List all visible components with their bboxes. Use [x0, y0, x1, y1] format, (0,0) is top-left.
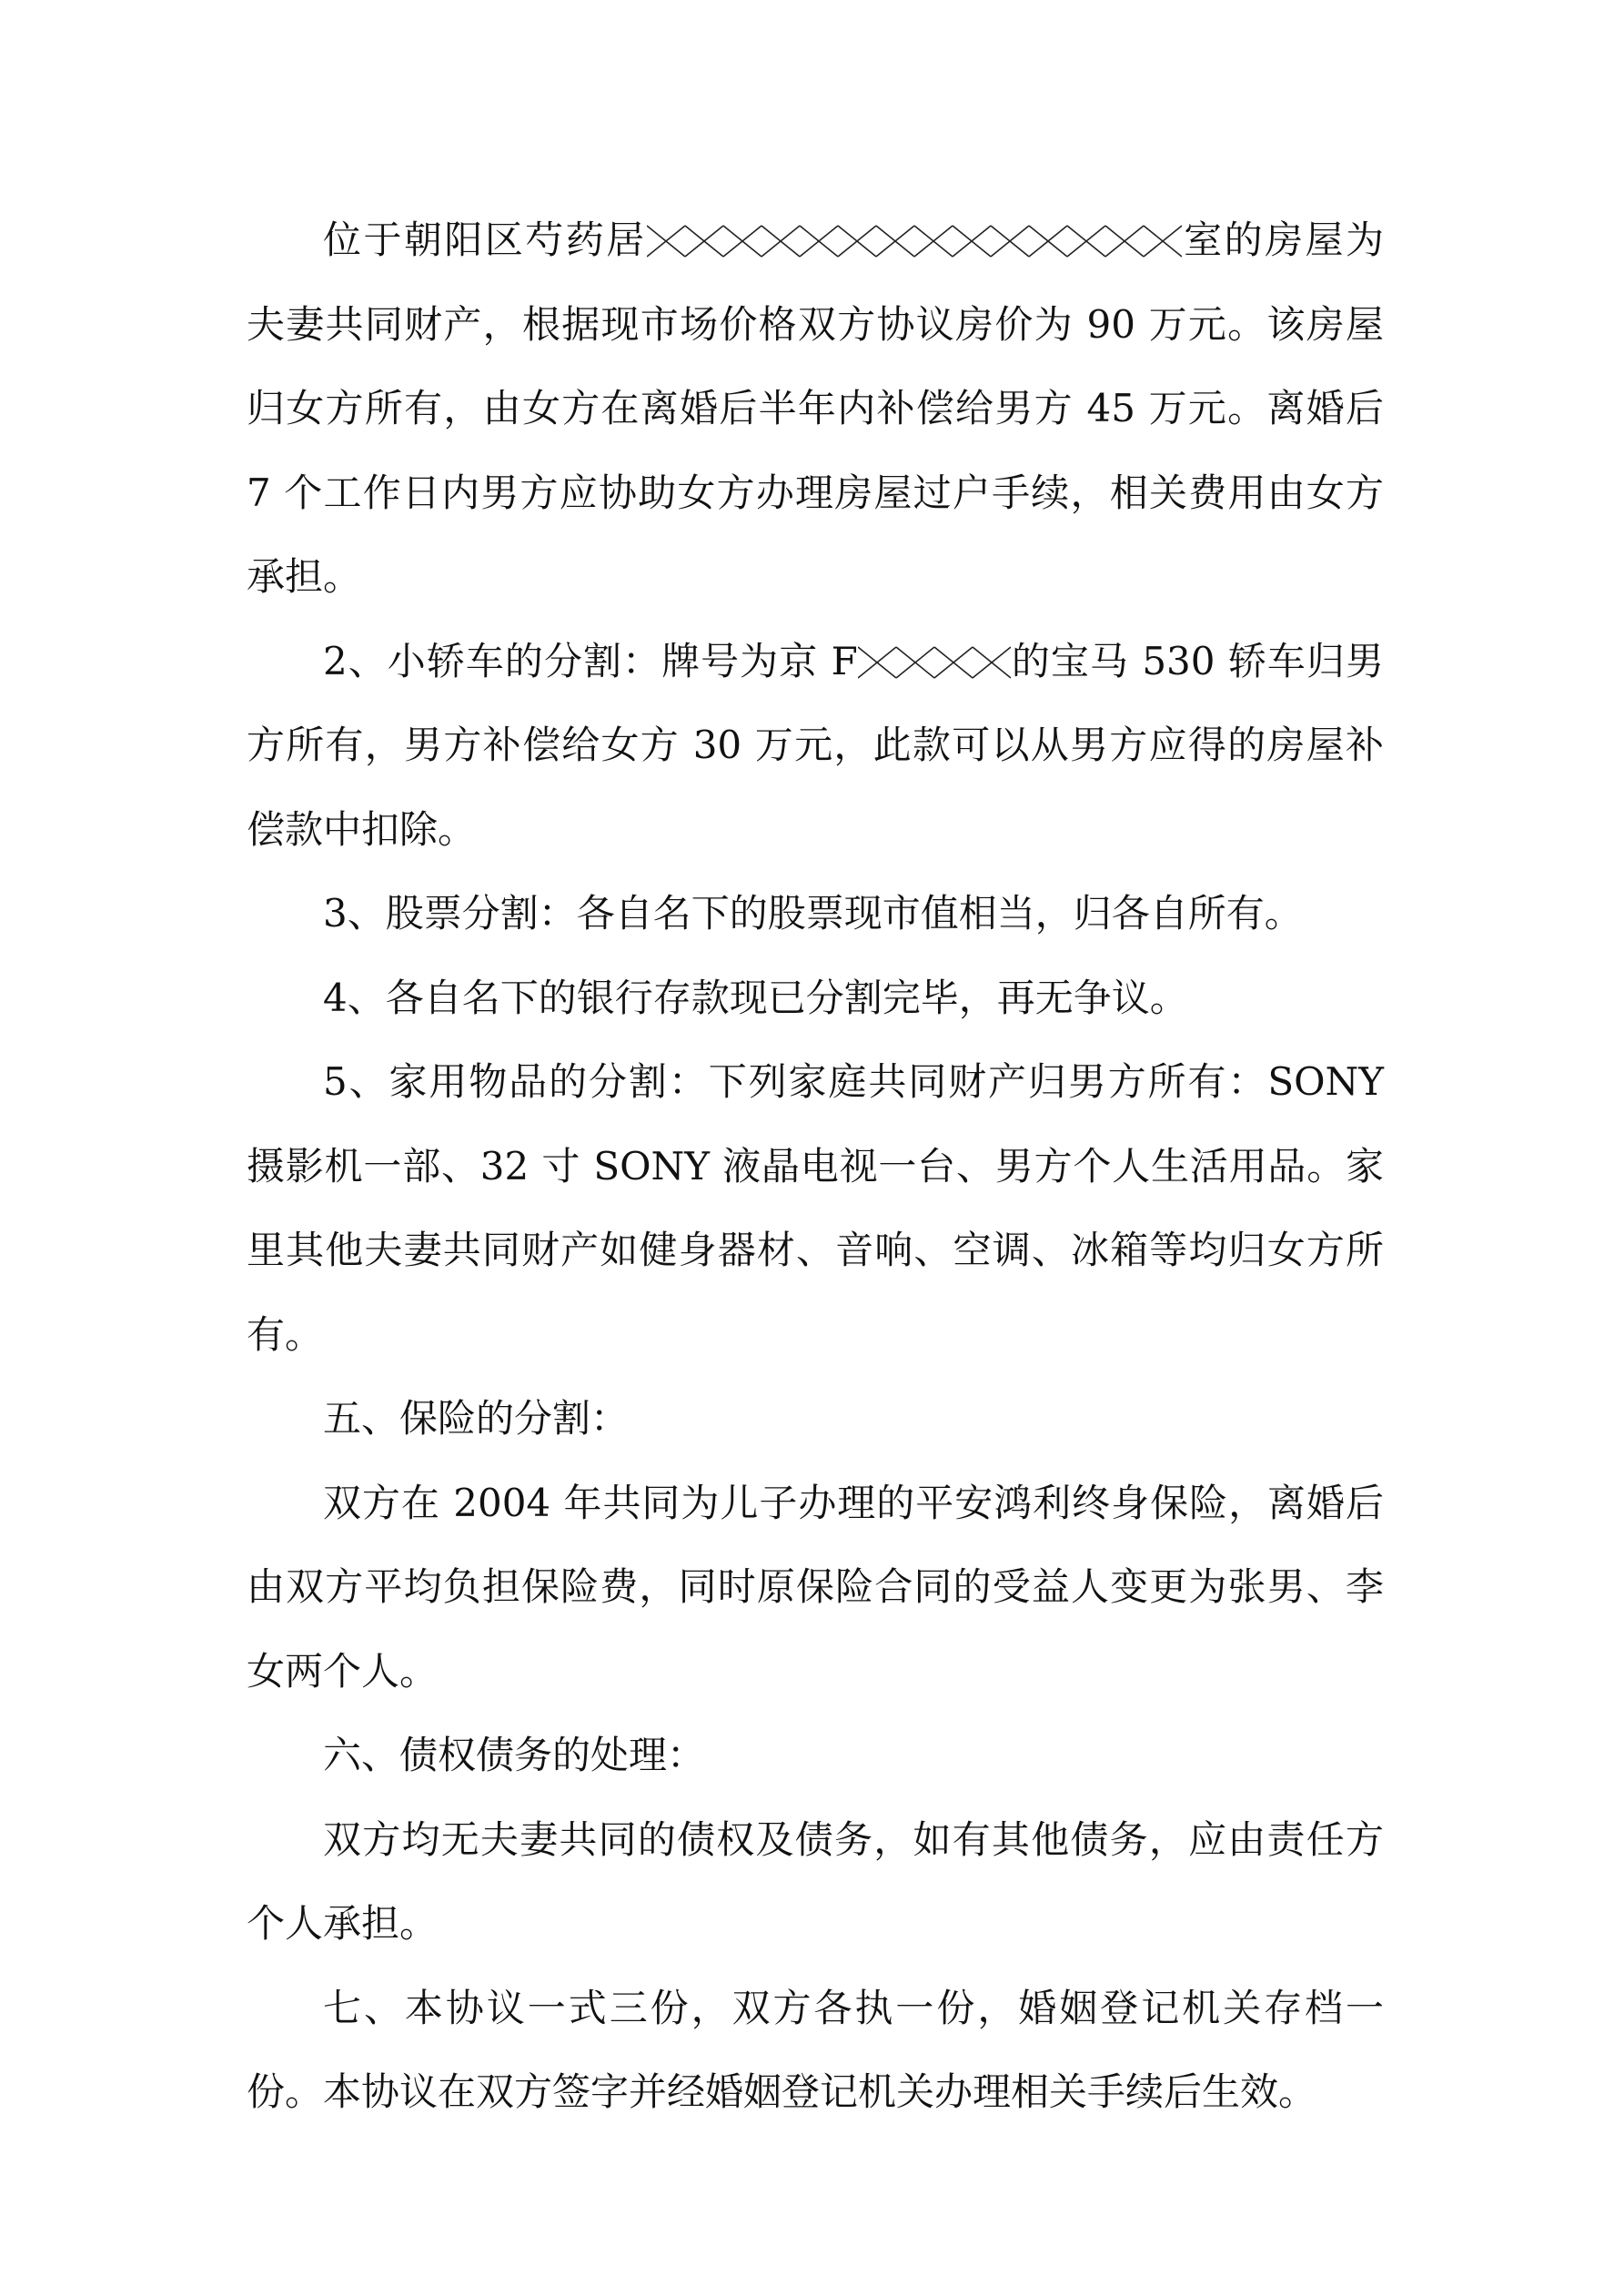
paragraph-text: 2、小轿车的分割：牌号为京 F [323, 638, 858, 683]
paragraph [247, 1462, 1384, 1714]
redacted-text [647, 224, 1182, 258]
paragraph [247, 620, 1384, 873]
paragraph [247, 1967, 1384, 2135]
paragraph-text: 七、本协议一式三份，双方各执一份，婚姻登记机关存档一份。本协议在双方签字并经婚姻登记机关办理相关手续后生效。 [247, 1985, 1384, 2114]
paragraph-text: 位于朝阳区芍药居 [323, 217, 647, 262]
document-page [247, 198, 1384, 2135]
section-heading [247, 1714, 1384, 1798]
paragraph-text: 的宝马 530 轿车归男方所有，男方补偿给女方 30 万元，此款可以从男方应得的房屋补偿款中扣除。 [247, 638, 1385, 852]
paragraph-text: 4、各自名下的银行存款现已分割完毕，再无争议。 [323, 975, 1188, 1020]
paragraph-text: 双方均无夫妻共同的债权及债务，如有其他债务，应由责任方个人承担。 [247, 1816, 1384, 1946]
paragraph [247, 1798, 1384, 1967]
paragraph-text: 六、债权债务的处理： [323, 1733, 706, 1777]
section-heading [247, 1377, 1384, 1462]
paragraph [247, 1040, 1384, 1377]
paragraph-text: 5、家用物品的分割：下列家庭共同财产归男方所有：SONY 摄影机一部、32 寸 SONY 液晶电视一台、男方个人生活用品。家里其他夫妻共同财产如健身器材、音响、空调、冰箱等均归女方所有。 [247, 1059, 1384, 1357]
paragraph [247, 198, 1384, 620]
paragraph [247, 956, 1384, 1041]
paragraph-text: 五、保险的分割： [323, 1396, 630, 1441]
redacted-text [858, 645, 1011, 680]
paragraph-text: 3、股票分割：各自名下的股票现市值相当，归各自所有。 [323, 891, 1303, 936]
paragraph [247, 872, 1384, 956]
paragraph-text: 双方在 2004 年共同为儿子办理的平安鸿利终身保险，离婚后由双方平均负担保险费，同时原保险合同的受益人变更为张男、李女两个人。 [247, 1480, 1384, 1694]
paragraph-text: 室的房屋为夫妻共同财产，根据现市场价格双方协议房价为 90 万元。该房屋归女方所有，由女方在离婚后半年内补偿给男方 45 万元。离婚后 7 个工作日内男方应协助女方办理房屋过户手续，相关费用由女方承担。 [247, 217, 1384, 599]
